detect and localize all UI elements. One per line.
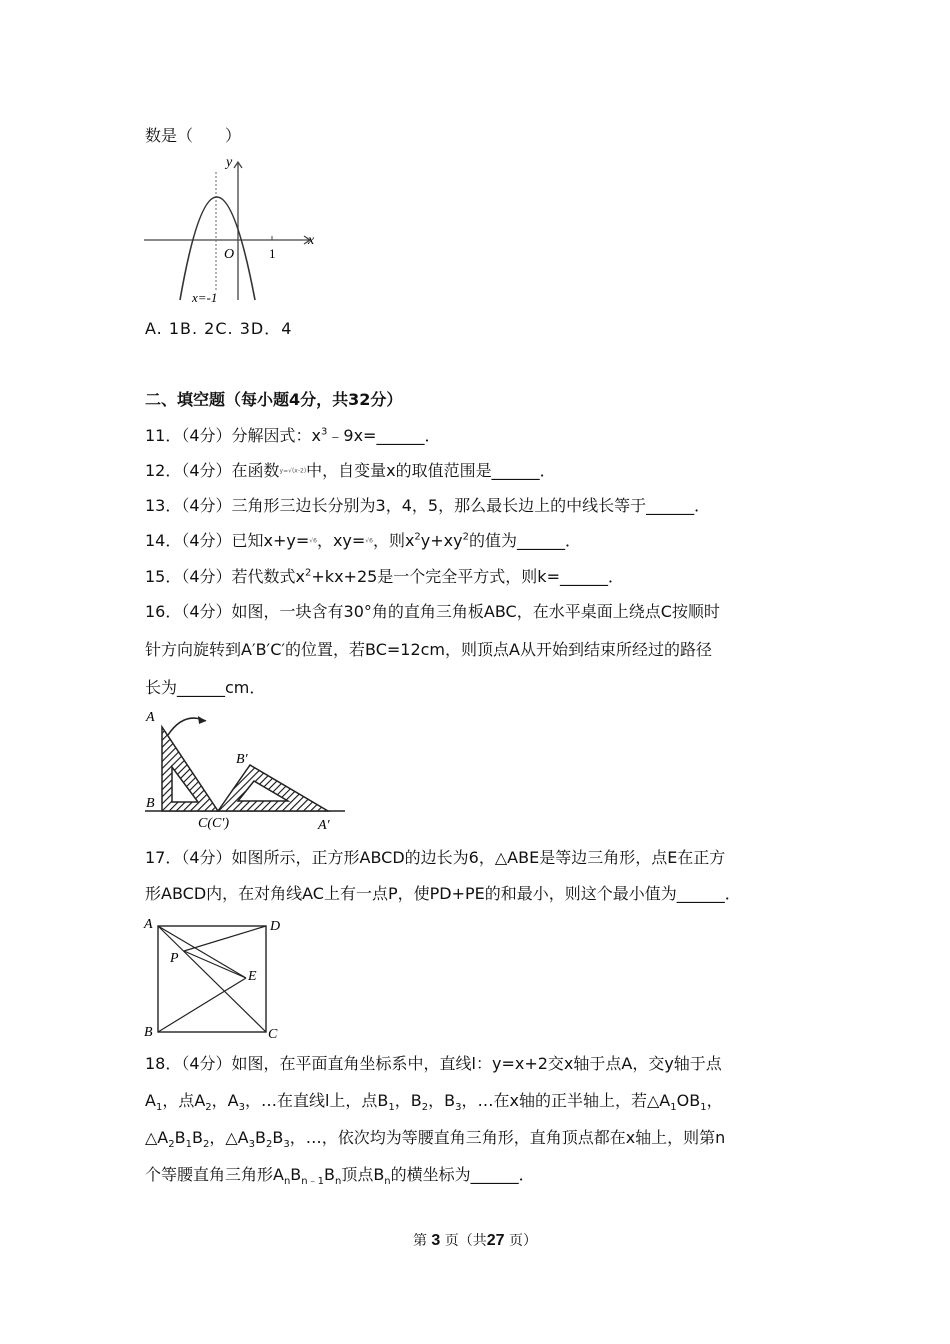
fig17-label-a: A [144,917,153,932]
current-page: 3 [431,1232,441,1249]
section-heading: 二、填空题（每小题4分，共32分） [145,390,403,409]
graph-x-label: x [308,233,315,248]
fig16-label-a-prime: A′ [318,818,330,833]
fig16-label-b-prime: B′ [236,752,248,767]
q18-line-1: 18．（4分）如图，在平面直角坐标系中，直线l：y=x+2交x轴于点A，交y轴于点 [145,1054,722,1073]
fig17-label-p: P [170,951,179,966]
fig16-label-a: A [146,710,155,725]
q15-line: 15．（4分）若代数式$x^2+kx+25$是一个完全平方式，则k=______． [145,567,624,586]
page-footer: 第 3 页（共27 页） [412,1232,538,1249]
graph-y-label: y [226,155,233,170]
q16-line-1: 16．（4分）如图，一块含有30°角的直角三角板ABC，在水平桌面上绕点C按顺时 [145,602,720,621]
q12-formula: y=√(x-2) [279,467,307,475]
q11-line: 11．（4分）分解因式：$x^3﹣9x=\_\_\_\_\_\_$． [145,426,441,445]
fig17-label-d: D [270,919,281,934]
q16-line-2: 针方向旋转到A′B′C′的位置，若BC=12cm，则顶点A从开始到结束所经过的路径 [145,640,712,659]
q12-line: 12．（4分）在函数y=√(x-2)中，自变量x的取值范围是______． [145,461,556,480]
fig17-label-c: C [268,1027,278,1040]
q10-options: A. 1B. 2C. 3D．4 [145,319,293,338]
q14-line: 14．（4分）已知x+y=√6，xy=√6，则$x^2y+xy^2$的值为______． [145,531,581,550]
q10-tail: 数是（ ） [145,126,242,145]
q16-line-3: 长为______cm． [145,678,266,697]
q18-line-2: $A_1$，点$A_2$，$A_3$，…在直线l上，点$B_1$，$B_2$，$B_3$，…在x轴的正半轴上，若$\triangle A_1OB_1$， [145,1091,723,1114]
fig16-label-b: B [146,796,155,811]
graph-tick-label: 1 [269,246,276,261]
square-figure [140,912,290,1040]
q18-line-3: $\triangle A_2B_1B_2$，$\triangle A_3B_2B_3$，…，依次均为等腰直角三角形，直角顶点都在x轴上，则第n [145,1128,726,1151]
fig17-label-e: E [248,969,257,984]
graph-axis-label: x=-1 [192,290,218,305]
total-pages: 27 [486,1232,505,1249]
q17-line-2: 形ABCD内，在对角线AC上有一点P，使PD+PE的和最小，则这个最小值为______． [145,884,741,903]
q18-line-4: 个等腰直角三角形$A_nB_{n﹣1}B_n$顶点$B_n$的横坐标为______． [145,1165,535,1188]
rotating-triangle-figure [140,705,355,835]
graph-origin-label: O [224,247,235,262]
q17-line-1: 17．（4分）如图所示，正方形ABCD的边长为6，△ABE是等边三角形，点E在正方 [145,848,726,867]
fig16-label-c: C(C′) [198,816,230,831]
q13-line: 13．（4分）三角形三边长分别为3，4，5，那么最长边上的中线长等于______． [145,496,711,515]
fig17-label-b: B [144,1025,153,1040]
parabola-graph [140,150,320,310]
